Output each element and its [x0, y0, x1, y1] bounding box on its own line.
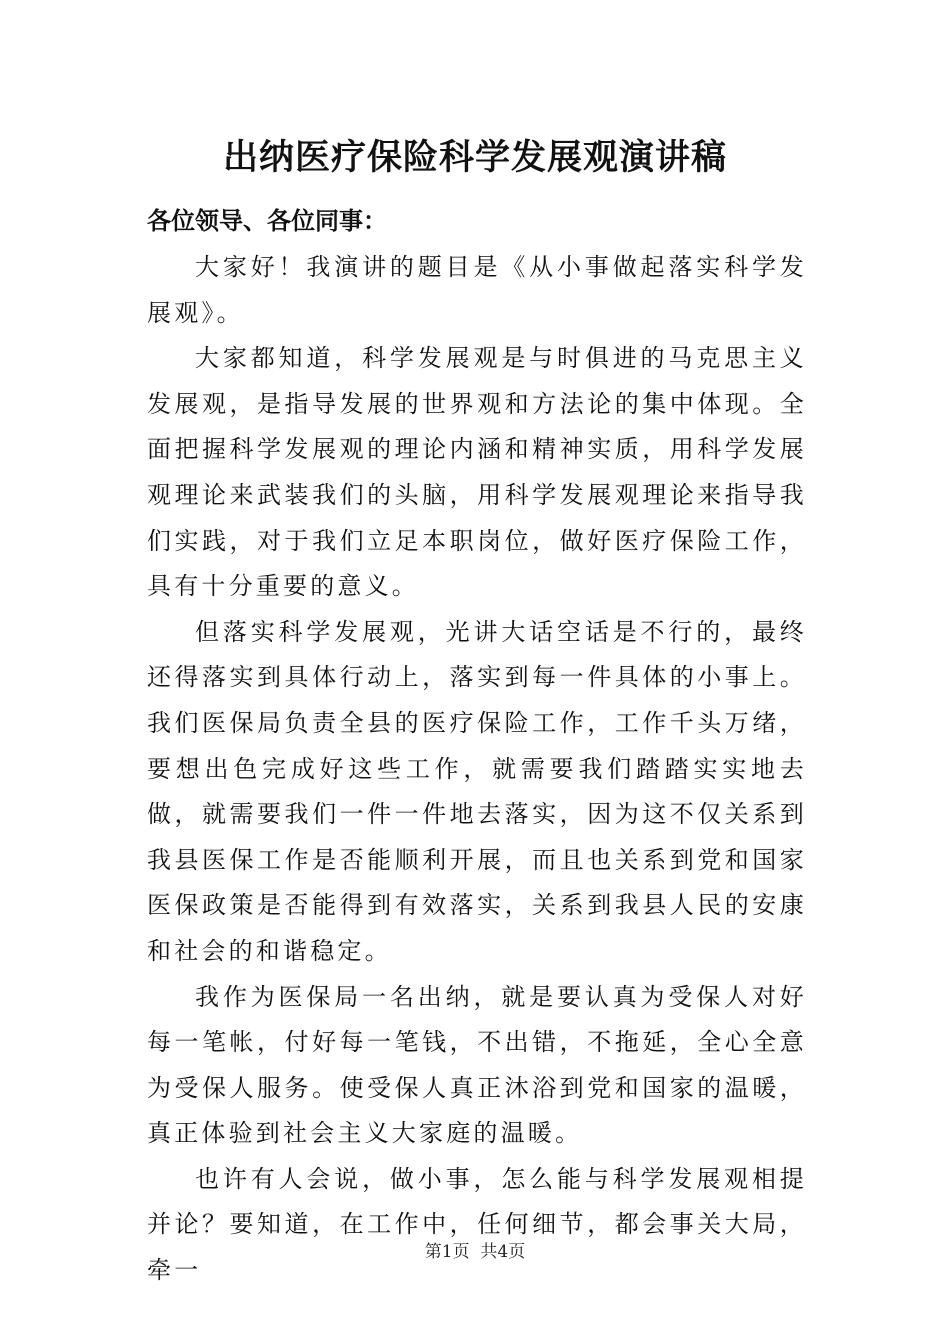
document-title: 出纳医疗保险科学发展观演讲稿 [222, 137, 727, 178]
paragraph-3: 但落实科学发展观，光讲大话空话是不行的，最终还得落实到具体行动上，落实到每一件具体的小事上。我们医保局负责全县的医疗保险工作，工作千头万绪，要想出色完成好这些工作，就需要我们踏踏实实地去做，就需要我们一件一件地去落实，因为这不仅关系到我县医保工作是否能顺利开展，而且也关系到党和国家医保政策是否能得到有效落实，关系到我县人民的安康和社会的和谐稳定。 [147, 617, 807, 965]
paragraph-2: 大家都知道，科学发展观是与时俱进的马克思主义发展观，是指导发展的世界观和方法论的集中体现。全面把握科学发展观的理论内涵和精神实质，用科学发展观理论来武装我们的头脑，用科学发展观理论来指导我们实践，对于我们立足本职岗位，做好医疗保险工作，具有十分重要的意义。 [147, 344, 807, 601]
page-number: 第1页 [424, 1242, 470, 1262]
page-total: 共4页 [480, 1242, 526, 1262]
document-body [147, 200, 807, 1294]
page-footer [0, 1240, 950, 1264]
paragraph-1: 大家好！我演讲的题目是《从小事做起落实科学发展观》。 [147, 253, 807, 327]
paragraph-4: 我作为医保局一名出纳，就是要认真为受保人对好每一笔帐，付好每一笔钱，不出错，不拖延，全心全意为受保人服务。使受保人真正沐浴到党和国家的温暖，真正体验到社会主义大家庭的温暖。 [147, 982, 807, 1148]
salutation: 各位领导、各位同事： [147, 206, 387, 235]
paragraph-5: 也许有人会说，做小事，怎么能与科学发展观相提并论？要知道，在工作中，任何细节，都会事关大局，牵一 [147, 1164, 807, 1285]
